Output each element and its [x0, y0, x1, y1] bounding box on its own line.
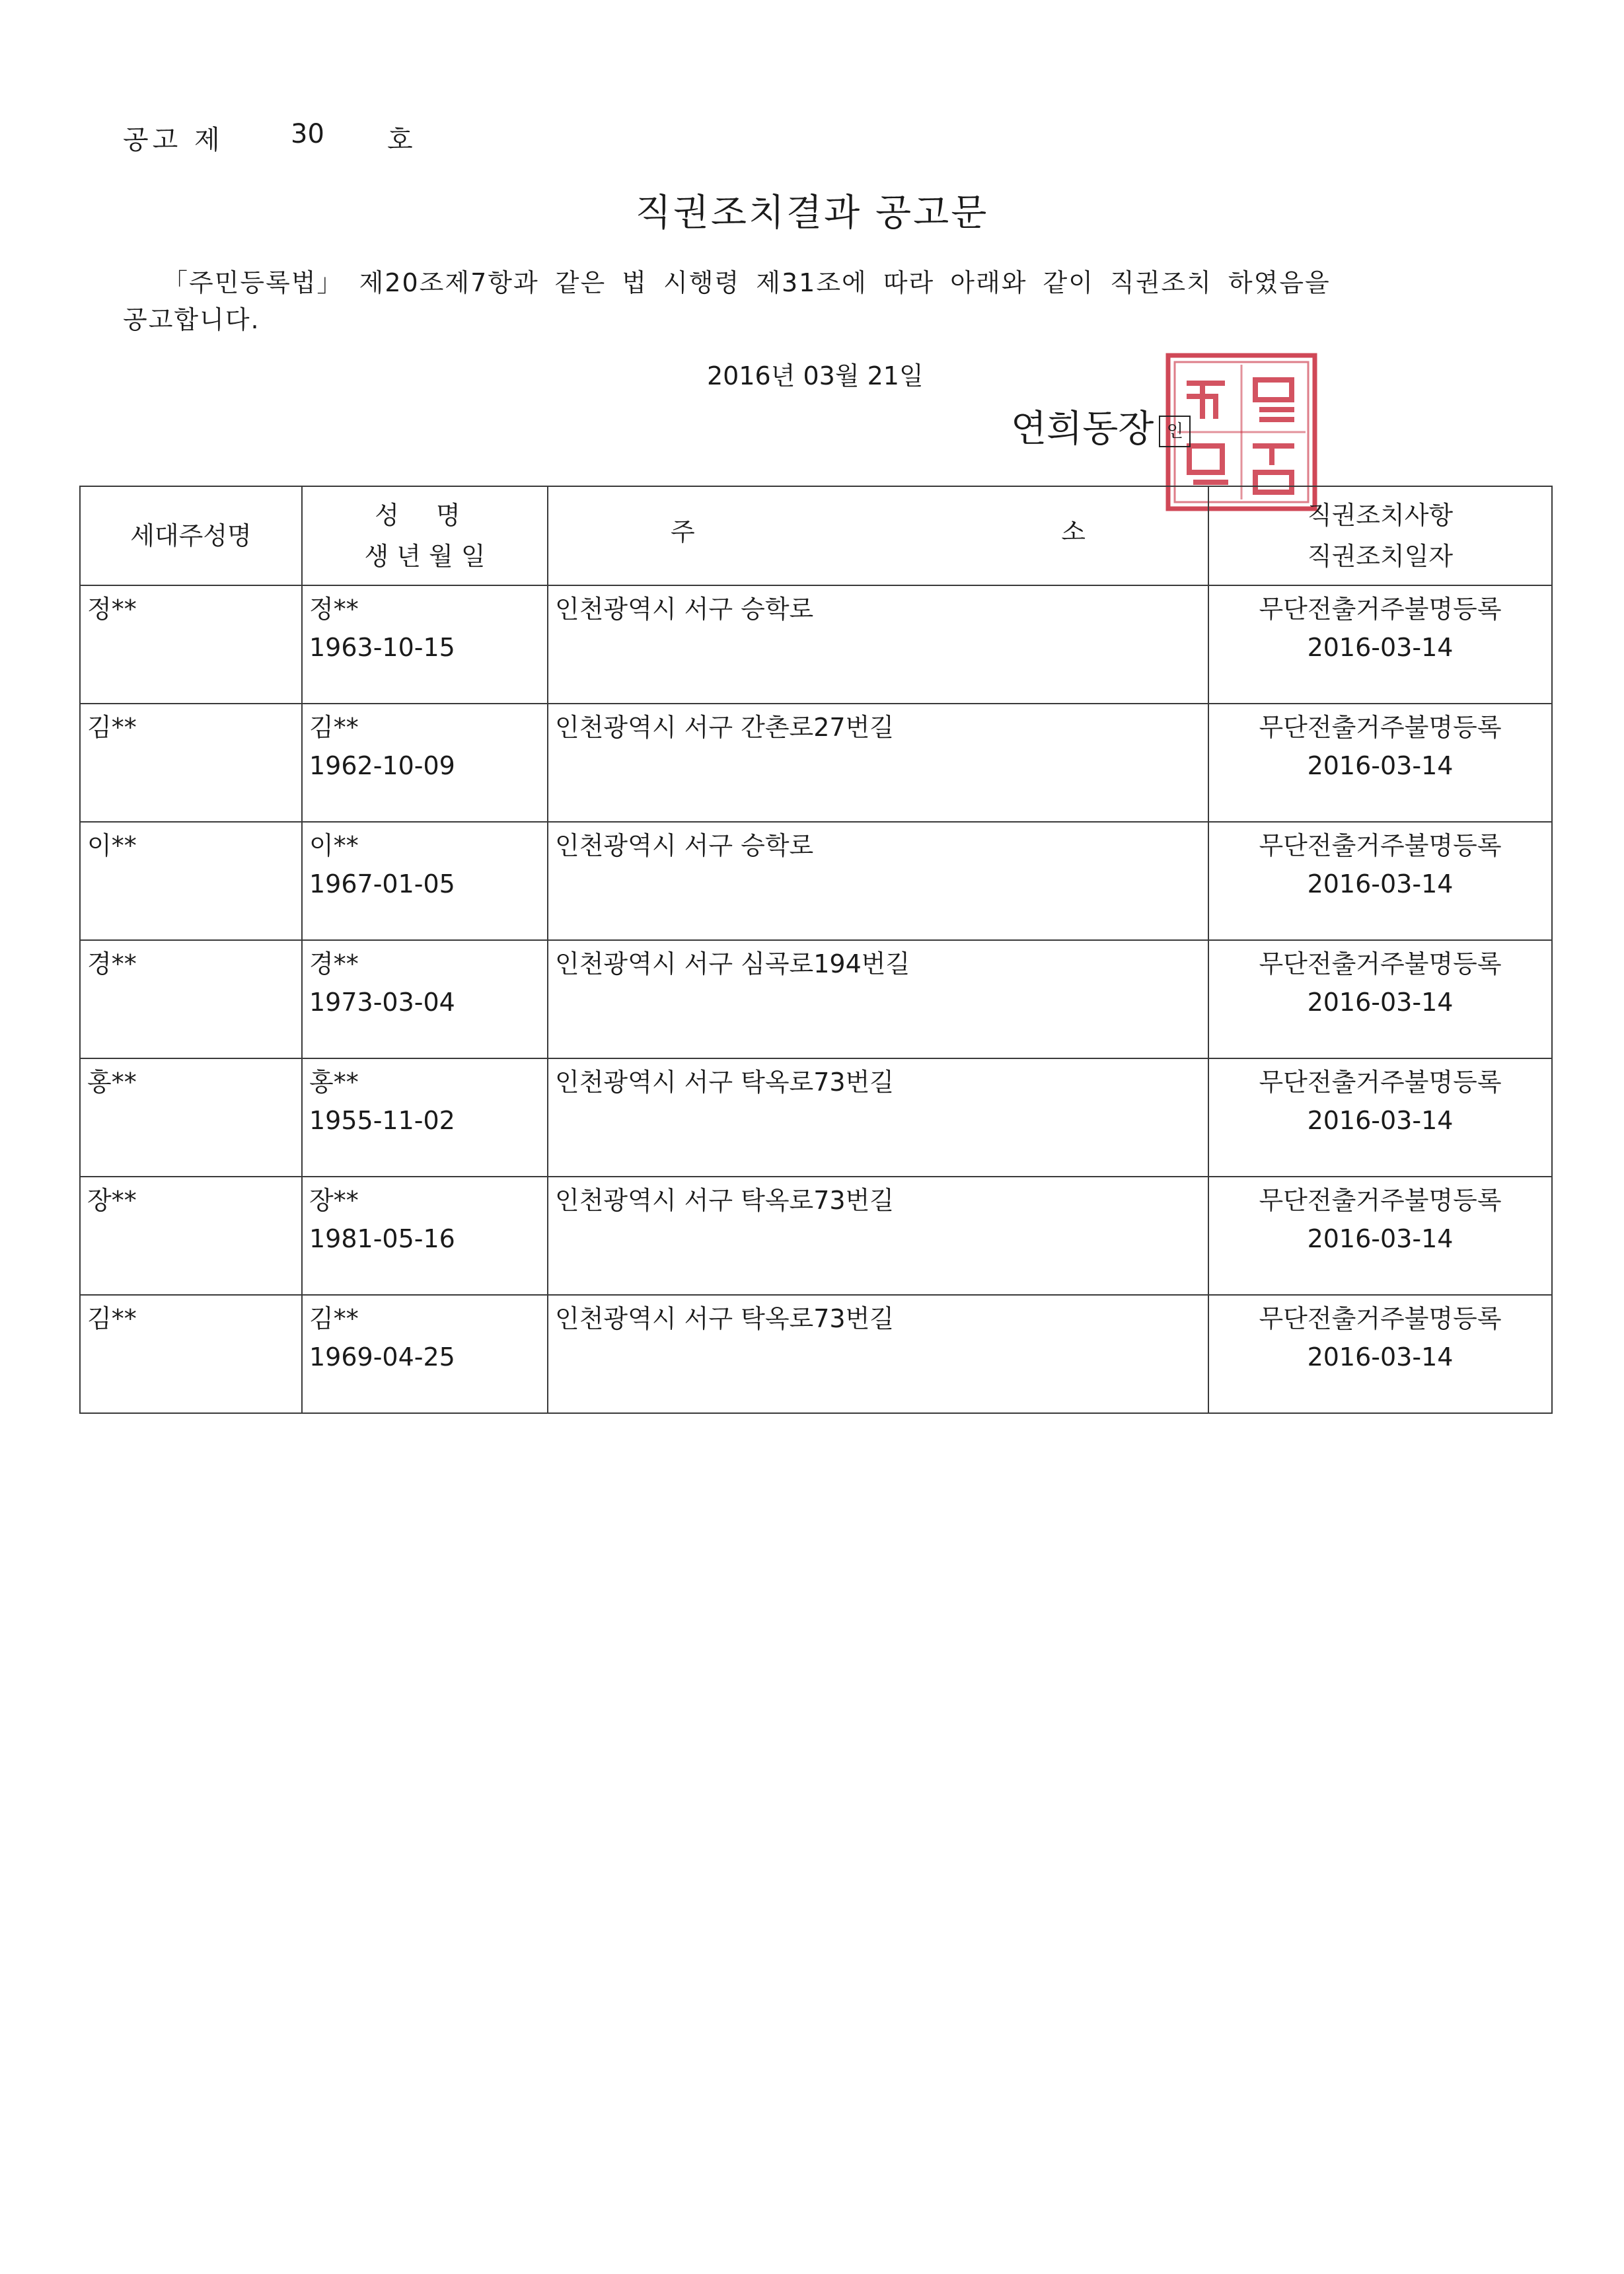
roster-table — [79, 486, 1553, 1414]
cell-address: 인천광역시 서구 승학로 — [548, 585, 1208, 704]
table-row — [80, 1058, 1552, 1177]
notice-label: 공고 제 — [123, 125, 224, 155]
header-action-title: 직권조치사항 — [1307, 501, 1454, 530]
issuer-name: 연희동장 — [1011, 408, 1154, 451]
cell-action — [1208, 585, 1552, 704]
cell-birth: 1973-03-04 — [309, 988, 455, 1017]
cell-name-birth — [302, 822, 548, 940]
cell-address: 인천광역시 서구 심곡로194번길 — [548, 940, 1208, 1058]
cell-action — [1208, 1058, 1552, 1177]
cell-name: 경** — [309, 949, 359, 978]
seal-mark: 인 — [1159, 416, 1191, 447]
cell-birth: 1963-10-15 — [309, 633, 455, 662]
cell-birth: 1981-05-16 — [309, 1224, 455, 1253]
document-title: 직권조치결과 공고문 — [635, 192, 989, 235]
notice-number-value: 30 — [291, 119, 324, 149]
cell-action-date: 2016-03-14 — [1307, 869, 1454, 899]
cell-householder: 김** — [80, 1295, 302, 1413]
notice-suffix: 호 — [387, 125, 417, 155]
header-name: 성 명 — [375, 501, 475, 530]
cell-action — [1208, 1295, 1552, 1413]
cell-name-birth — [302, 1177, 548, 1295]
cell-action — [1208, 1177, 1552, 1295]
cell-householder: 장** — [80, 1177, 302, 1295]
cell-action-text: 무단전출거주불명등록 — [1259, 1186, 1502, 1215]
cell-action-text: 무단전출거주불명등록 — [1259, 713, 1502, 742]
header-address — [548, 486, 1208, 585]
cell-householder: 이** — [80, 822, 302, 940]
cell-name: 홍** — [309, 1068, 359, 1097]
issuer-signature — [1011, 400, 1191, 453]
issue-date: 2016년 03월 21일 — [707, 361, 924, 390]
cell-action-date: 2016-03-14 — [1307, 633, 1454, 662]
cell-birth: 1967-01-05 — [309, 869, 455, 899]
cell-action-date: 2016-03-14 — [1307, 1106, 1454, 1135]
header-address-left: 주 — [671, 517, 695, 546]
cell-name-birth — [302, 585, 548, 704]
cell-action — [1208, 704, 1552, 822]
notice-number — [123, 119, 417, 157]
cell-action-text: 무단전출거주불명등록 — [1259, 1304, 1502, 1333]
cell-birth: 1962-10-09 — [309, 751, 455, 780]
table-header-row — [80, 486, 1552, 585]
cell-address: 인천광역시 서구 승학로 — [548, 822, 1208, 940]
cell-name-birth — [302, 940, 548, 1058]
cell-name: 김** — [309, 713, 359, 742]
table-row — [80, 704, 1552, 822]
table-row — [80, 1177, 1552, 1295]
cell-name: 이** — [309, 831, 359, 860]
table-row — [80, 1295, 1552, 1413]
cell-name: 김** — [309, 1304, 359, 1333]
table-row — [80, 940, 1552, 1058]
cell-address: 인천광역시 서구 탁옥로73번길 — [548, 1058, 1208, 1177]
table-row — [80, 822, 1552, 940]
cell-householder: 홍** — [80, 1058, 302, 1177]
intro-line-1: 「주민등록법」 제20조제7항과 같은 법 시행령 제31조에 따라 아래와 같이 직권조치 하였음을 — [163, 268, 1331, 297]
cell-address: 인천광역시 서구 탁옥로73번길 — [548, 1177, 1208, 1295]
cell-action-date: 2016-03-14 — [1307, 751, 1454, 780]
header-address-right: 소 — [1061, 517, 1086, 546]
header-action-date: 직권조치일자 — [1307, 542, 1454, 571]
header-householder: 세대주성명 — [80, 486, 302, 585]
cell-name-birth — [302, 1295, 548, 1413]
cell-householder: 김** — [80, 704, 302, 822]
header-birth: 생 년 월 일 — [364, 542, 486, 571]
cell-birth: 1955-11-02 — [309, 1106, 455, 1135]
cell-name: 정** — [309, 595, 359, 624]
cell-birth: 1969-04-25 — [309, 1342, 455, 1372]
cell-action-date: 2016-03-14 — [1307, 1342, 1454, 1372]
table-row — [80, 585, 1552, 704]
header-action — [1208, 486, 1552, 585]
cell-name-birth — [302, 1058, 548, 1177]
intro-paragraph — [123, 264, 1444, 338]
cell-address: 인천광역시 서구 탁옥로73번길 — [548, 1295, 1208, 1413]
intro-line-2: 공고합니다. — [123, 305, 260, 334]
cell-name: 장** — [309, 1186, 359, 1215]
cell-action-text: 무단전출거주불명등록 — [1259, 1068, 1502, 1097]
cell-action-text: 무단전출거주불명등록 — [1259, 949, 1502, 978]
cell-name-birth — [302, 704, 548, 822]
cell-action-text: 무단전출거주불명등록 — [1259, 595, 1502, 624]
cell-householder: 경** — [80, 940, 302, 1058]
cell-action — [1208, 940, 1552, 1058]
cell-address: 인천광역시 서구 간촌로27번길 — [548, 704, 1208, 822]
cell-householder: 정** — [80, 585, 302, 704]
cell-action-date: 2016-03-14 — [1307, 1224, 1454, 1253]
cell-action-text: 무단전출거주불명등록 — [1259, 831, 1502, 860]
header-name-birth — [302, 486, 548, 585]
cell-action — [1208, 822, 1552, 940]
cell-action-date: 2016-03-14 — [1307, 988, 1454, 1017]
